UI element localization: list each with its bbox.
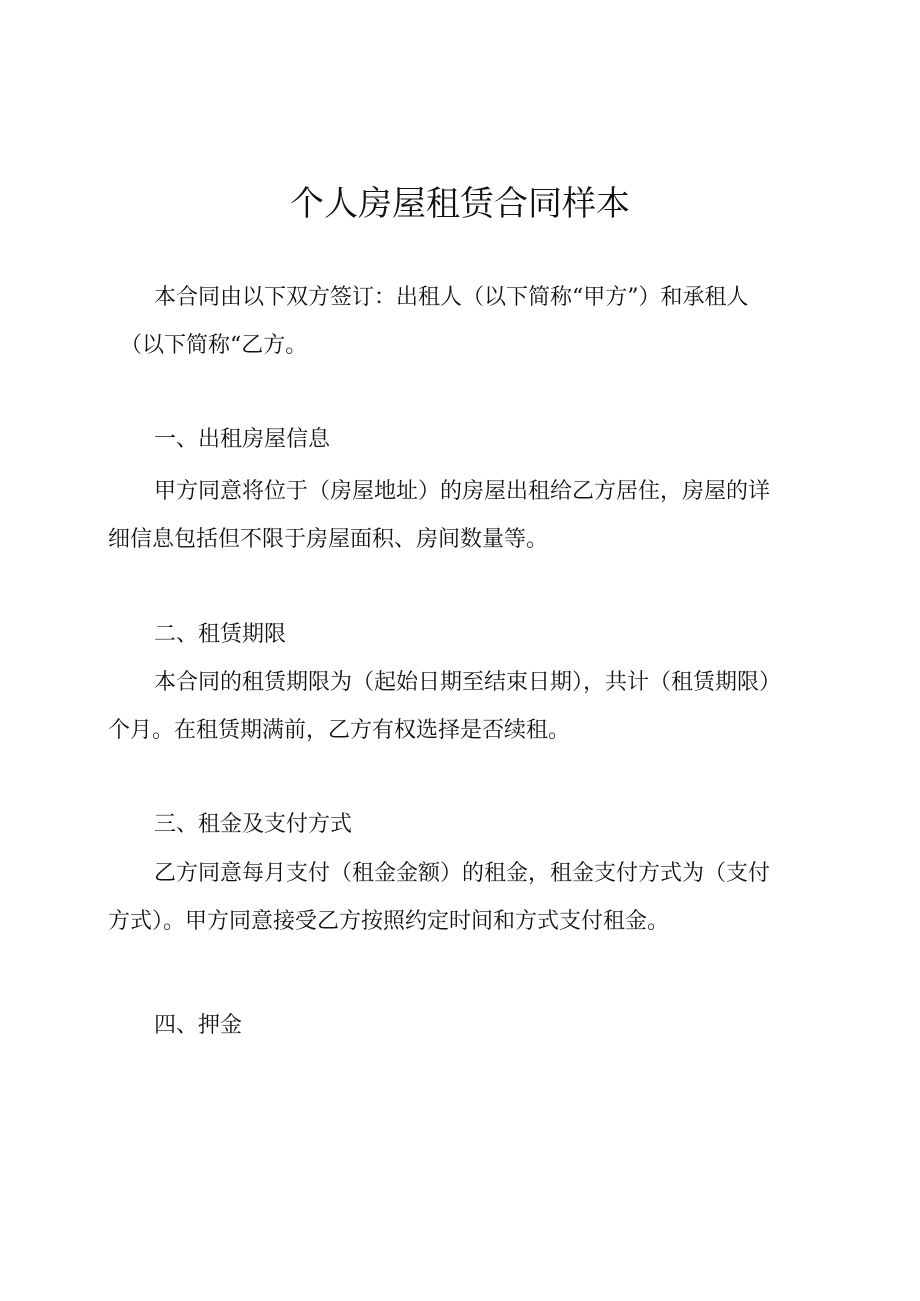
section-3-line-2: 方式）。甲方同意接受乙方按照约定时间和方式支付租金。 bbox=[108, 909, 670, 934]
document-title: 个人房屋租赁合同样本 bbox=[290, 184, 630, 224]
section-2-line-2: 个月。在租赁期满前，乙方有权选择是否续租。 bbox=[108, 718, 571, 743]
intro-line-1: 本合同由以下双方签订：出租人（以下简称“甲方”）和承租人 bbox=[154, 285, 749, 310]
section-1-heading: 一、出租房屋信息 bbox=[154, 427, 331, 452]
section-4-heading: 四、押金 bbox=[154, 1013, 243, 1038]
section-2-paragraph bbox=[108, 659, 808, 755]
section-1-line-2: 细信息包括但不限于房屋面积、房间数量等。 bbox=[108, 527, 549, 552]
section-3-heading: 三、租金及支付方式 bbox=[154, 812, 353, 837]
section-3-line-1: 乙方同意每月支付（租金金额）的租金，租金支付方式为（支付 bbox=[154, 861, 771, 886]
intro-line-2: （以下简称“乙方。 bbox=[120, 333, 308, 358]
intro-paragraph bbox=[108, 274, 808, 370]
section-1-paragraph bbox=[108, 468, 808, 564]
section-2-line-1: 本合同的租赁期限为（起始日期至结束日期），共计（租赁期限） bbox=[154, 670, 782, 695]
section-1-line-1: 甲方同意将位于（房屋地址）的房屋出租给乙方居住，房屋的详 bbox=[154, 479, 771, 504]
section-2-heading: 二、租赁期限 bbox=[154, 622, 287, 647]
section-3-paragraph bbox=[108, 850, 808, 946]
